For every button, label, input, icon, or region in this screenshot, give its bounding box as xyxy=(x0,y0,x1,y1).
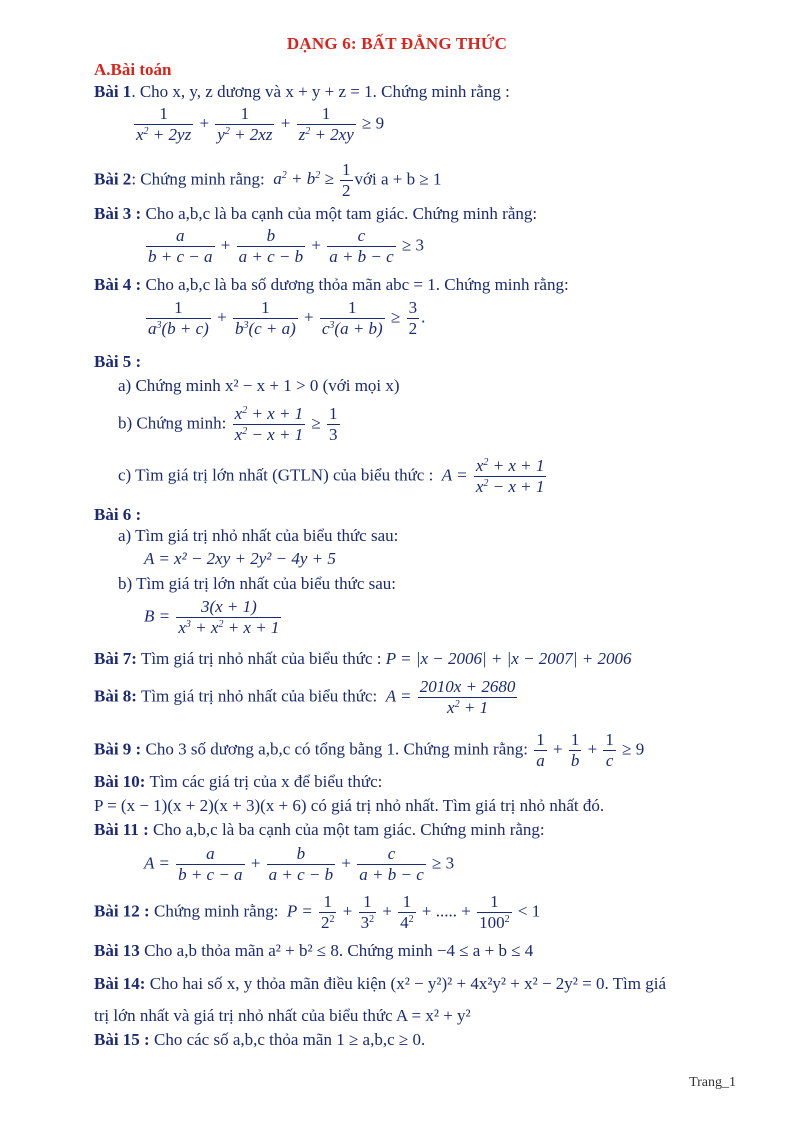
problem-text: Cho a,b,c là ba số dương thỏa mãn abc = 1. Chứng minh rằng: xyxy=(145,275,569,294)
page-footer: Trang_1 xyxy=(689,1075,736,1090)
problem-5 xyxy=(94,352,141,372)
problem-7-expr: P = |x − 2006| + |x − 2007| + 2006 xyxy=(385,649,632,668)
problem-5b-text: b) Chứng minh: xyxy=(118,413,227,433)
problem-15 xyxy=(94,1030,425,1050)
problem-6a-expr: A = x² − 2xy + 2y² − 4y + 5 xyxy=(144,549,336,568)
problem-2: Bài 2: Chứng minh rằng: $a^2 + b^2$ ≥ $\frac{1}{2}$ với a + b ≥ 1 xyxy=(94,160,442,200)
problem-label: Bài 15 : xyxy=(94,1030,150,1049)
problem-label: Bài 6 : xyxy=(94,505,142,524)
problem-text: : Chứng minh rằng: xyxy=(131,169,265,189)
problem-7 xyxy=(94,649,631,669)
problem-label: Bài 2 xyxy=(94,169,132,189)
problem-text: Cho hai số x, y thỏa mãn điều kiện (x² − y²)² + 4x²y² + x² − 2y² = 0. Tìm giá xyxy=(149,974,667,993)
problem-2-condition: với a + b ≥ 1 xyxy=(354,169,442,189)
problem-text: Cho a,b,c là ba cạnh của một tam giác. Chứng minh rằng: xyxy=(153,820,545,839)
problem-text: Tìm giá trị nhỏ nhất của biểu thức: xyxy=(140,686,378,706)
problem-3 xyxy=(94,204,537,224)
page-title: DẠNG 6: BẤT ĐẲNG THỨC xyxy=(286,34,508,53)
problem-5b: b) Chứng minh: $\frac{x^2 + x + 1}{x^2 - x + 1}$ ≥ $\frac{1}{3}$ xyxy=(118,404,338,444)
problem-text: . Cho x, y, z dương và x + y + z = 1. Chứng minh rằng : xyxy=(131,82,510,101)
problem-label: Bài 9 : xyxy=(94,739,142,759)
problem-10-expr: P = (x − 1)(x + 2)(x + 3)(x + 6) có giá trị nhỏ nhất. Tìm giá trị nhỏ nhất đó. xyxy=(94,796,605,815)
problem-6 xyxy=(94,505,141,525)
problem-label: Bài 3 : xyxy=(94,204,142,223)
problem-text: Tìm giá trị nhỏ nhất của biểu thức : xyxy=(140,649,382,668)
problem-10 xyxy=(94,772,382,792)
problem-label: Bài 13 xyxy=(94,941,140,960)
problem-label: Bài 5 : xyxy=(94,352,142,371)
section-heading: A.Bài toán xyxy=(94,60,172,79)
problem-text: Tìm các giá trị của x để biểu thức: xyxy=(149,772,383,791)
problem-5a: a) Chứng minh x² − x + 1 > 0 (với mọi x) xyxy=(118,376,400,395)
problem-6a: a) Tìm giá trị nhỏ nhất của biểu thức sau: xyxy=(118,526,399,545)
formula-4: $\frac{1}{a^3(b + c)}$ + $\frac{1}{b^3(c + a)}$ + $\frac{1}{c^3(a + b)}$ ≥ $\frac{3}{2}$ . xyxy=(148,298,426,338)
problem-text: Cho 3 số dương a,b,c có tổng bằng 1. Chứng minh rằng: xyxy=(145,739,528,759)
problem-text: Cho a,b thỏa mãn a² + b² ≤ 8. Chứng minh −4 ≤ a + b ≤ 4 xyxy=(144,941,534,960)
problem-6b-expr: B = $\frac{3(x + 1)}{x^3 + x^2 + x + 1}$ xyxy=(144,597,280,637)
problem-5c-text: c) Tìm giá trị lớn nhất (GTLN) của biểu thức : xyxy=(118,465,434,485)
problem-label: Bài 8: xyxy=(94,686,137,706)
problem-1 xyxy=(94,82,510,102)
problem-6b: b) Tìm giá trị lớn nhất của biểu thức sau: xyxy=(118,574,397,593)
problem-text: Chứng minh rằng: xyxy=(153,901,279,921)
problem-label: Bài 11 : xyxy=(94,820,149,839)
problem-label: Bài 7: xyxy=(94,649,137,668)
problem-8: Bài 8: Tìm giá trị nhỏ nhất của biểu thức: A = $\frac{2010x + 2680}{x^2 + 1}$ xyxy=(94,677,516,717)
formula-11: A = $\frac{a}{b + c - a}$ + $\frac{b}{a + c - b}$ + $\frac{c}{a + b - c}$ ≥ 3 xyxy=(144,844,455,884)
problem-5c: c) Tìm giá trị lớn nhất (GTLN) của biểu thức : A = $\frac{x^2 + x + 1}{x^2 - x + 1}$ xyxy=(118,456,545,496)
problem-14 xyxy=(94,974,666,994)
problem-label: Bài 10: xyxy=(94,772,146,791)
problem-label: Bài 1 xyxy=(94,82,132,101)
problem-12: Bài 12 : Chứng minh rằng: P = $\frac{1}{2^2}$ + $\frac{1}{3^2}$ + $\frac{1}{4^2}$ + ..... + $\frac{1}{100^2}$ < 1 xyxy=(94,892,541,932)
problem-13 xyxy=(94,941,533,961)
problem-9: Bài 9 : Cho 3 số dương a,b,c có tổng bằng 1. Chứng minh rằng: $\frac{1}{a}$ + $\frac{1}{b}$ + $\frac{1}{c}$ ≥ 9 xyxy=(94,730,645,770)
problem-text: Cho a,b,c là ba cạnh của một tam giác. Chứng minh rằng: xyxy=(145,204,538,223)
formula-1: $\frac{1}{x^2 + 2yz}$ + $\frac{1}{y^2 + 2xz}$ + $\frac{1}{z^2 + 2xy}$ ≥ 9 xyxy=(136,104,385,144)
problem-4 xyxy=(94,275,569,295)
problem-14-cont: trị lớn nhất và giá trị nhỏ nhất của biểu thức A = x² + y² xyxy=(94,1006,471,1025)
problem-label: Bài 14: xyxy=(94,974,146,993)
formula-3: $\frac{a}{b + c - a}$ + $\frac{b}{a + c - b}$ + $\frac{c}{a + b - c}$ ≥ 3 xyxy=(148,226,425,266)
problem-text: Cho các số a,b,c thỏa mãn 1 ≥ a,b,c ≥ 0. xyxy=(153,1030,426,1049)
problem-label: Bài 12 : xyxy=(94,901,150,921)
problem-11 xyxy=(94,820,545,840)
problem-label: Bài 4 : xyxy=(94,275,142,294)
